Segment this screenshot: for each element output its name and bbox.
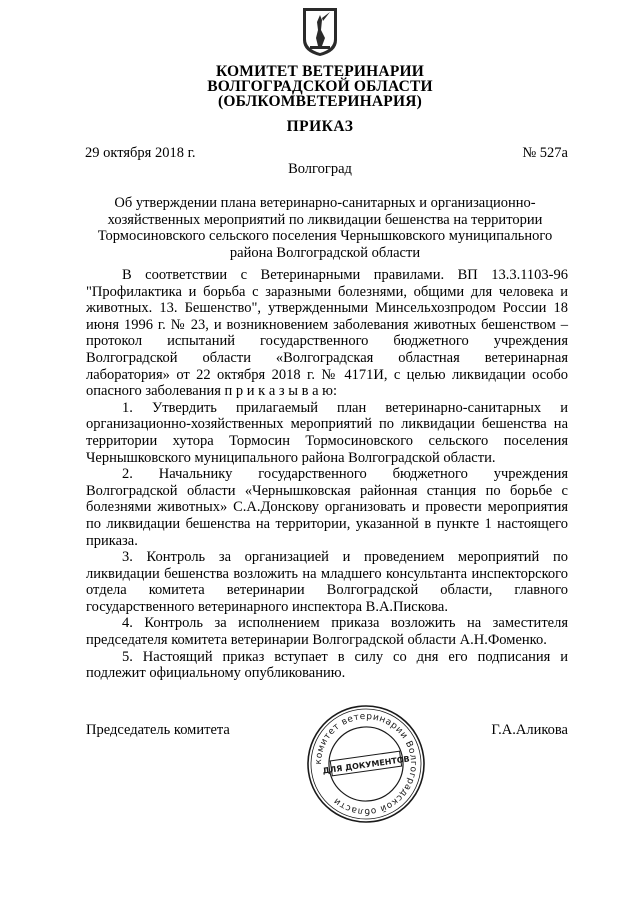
- official-stamp: [304, 702, 428, 826]
- stamp-center-text: ДЛЯ ДОКУМЕНТОВ: [322, 754, 411, 776]
- signer-name: Г.А.Аликова: [491, 722, 568, 738]
- document-subject: Об утверждении плана ветеринарно-санитарных и организационно-хозяйственных мероприятий по ликвидации бешенства на территории Тормосиновского сельского поселения Чернышковского муниципального района Волгоградской области: [97, 195, 553, 261]
- org-name-line2: ВОЛГОГРАДСКОЙ ОБЛАСТИ: [207, 78, 433, 95]
- body-item-5: 5. Настоящий приказ вступает в силу со дня его подписания и подлежит официальному опубликованию.: [86, 648, 568, 682]
- stamp-ring-text: комитет ветеринарии Волгоградской области: [313, 711, 419, 817]
- document-type: ПРИКАЗ: [286, 118, 354, 135]
- body-preamble: В соответствии с Ветеринарными правилами. ВП 13.3.1103-96 "Профилактика и борьба с заразными болезнями, общими для человека и животных. 13. Бешенство", утвержденными Минсельхозпродом России 18 июня 1996 г. № 23, и возникновением заболевания животных бешенством – протокол испытаний государственного бюджетного учреждения Волгоградской области «Волгоградская областная ветеринарная лаборатория» от 22 октября 2018 г. № 4171И, с целью ликвидации особо опасного заболевания п р и к а з ы в а ю:: [86, 267, 568, 400]
- volgograd-emblem-icon: [300, 6, 340, 58]
- document-body: [86, 267, 568, 682]
- document-number: № 527а: [522, 145, 568, 161]
- body-item-3: 3. Контроль за организацией и проведением мероприятий по ликвидации бешенства возложить на младшего консультанта инспекторского отдела комитета ветеринарии Волгоградской области, главного государственного ветеринарного инспектора В.А.Пискова.: [86, 549, 568, 615]
- signer-title: Председатель комитета: [86, 722, 230, 738]
- body-item-1: 1. Утвердить прилагаемый план ветеринарно-санитарных и организационно-хозяйственных мероприятий по ликвидации бешенства на территории хутора Тормосин Тормосиновского сельского поселения Чернышковского муниципального района Волгоградской области.: [86, 399, 568, 466]
- document-date: 29 октября 2018 г.: [85, 145, 196, 161]
- body-item-4: 4. Контроль за исполнением приказа возложить на заместителя председателя комитета ветеринарии Волгоградской области А.Н.Фоменко.: [86, 615, 568, 649]
- document-city: Волгоград: [288, 161, 352, 177]
- org-name-line1: КОМИТЕТ ВЕТЕРИНАРИИ: [216, 63, 424, 80]
- body-item-2: 2. Начальнику государственного бюджетного учреждения Волгоградской области «Чернышковская районная станция по борьбе с болезнями животных» С.А.Донскову организовать и провести мероприятия по ликвидации бешенства на территории, указанной в пункте 1 настоящего приказа.: [86, 466, 568, 549]
- org-name-line3: (ОБЛКОМВЕТЕРИНАРИЯ): [218, 93, 422, 110]
